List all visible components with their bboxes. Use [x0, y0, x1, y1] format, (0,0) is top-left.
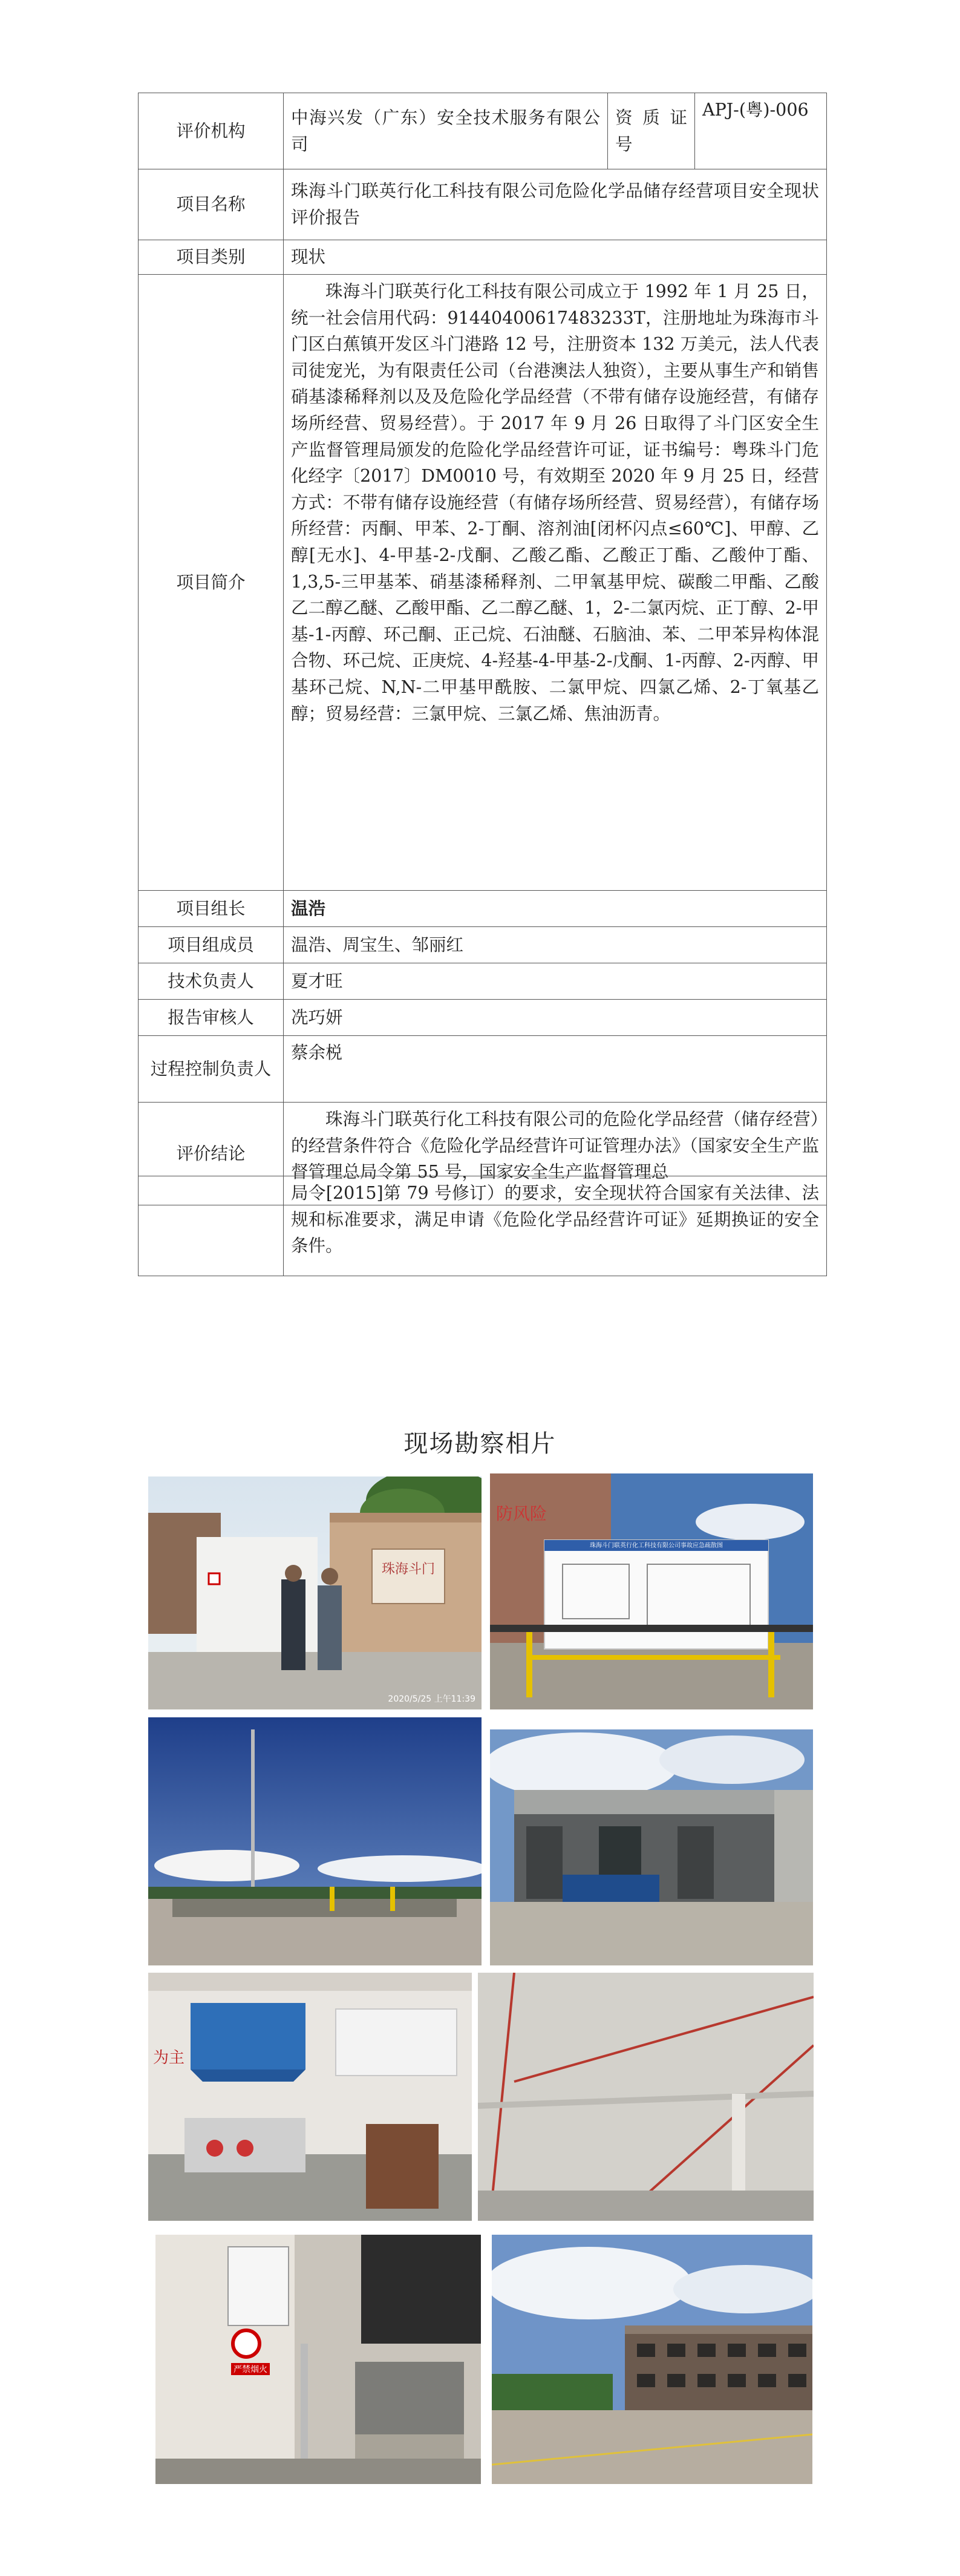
photo7-sign: 严禁烟火: [231, 2363, 270, 2375]
process-value: 蔡余棁: [284, 1036, 827, 1103]
table-row-reviewer: [139, 1000, 827, 1036]
site-photo-wall-signs: [155, 2235, 481, 2484]
leader-value: 温浩: [284, 891, 827, 927]
site-photo-ceiling-pipes: [478, 1973, 814, 2221]
org-label: 评价机构: [139, 93, 284, 169]
tank-area-photo-graphic: [148, 1717, 482, 1965]
summary-table: [138, 93, 827, 1205]
interior-photo-graphic: [148, 1973, 472, 2221]
site-photo-gate: [148, 1476, 482, 1709]
gate-sign-text: 珠海斗门: [381, 1562, 436, 1577]
tech-value: 夏才旺: [284, 963, 827, 1000]
table-row-members: [139, 927, 827, 963]
gate-photo-graphic: [148, 1476, 482, 1709]
office-photo-graphic: [492, 2235, 812, 2484]
site-photo-interior-hood: [148, 1973, 472, 2221]
wall-signs-photo-graphic: [155, 2235, 481, 2484]
site-photo-warehouse: [490, 1729, 813, 1965]
process-label: 过程控制负责人: [139, 1036, 284, 1103]
photos-section-title: 现场勘察相片: [403, 1430, 557, 1458]
conclusion-text-part1: 珠海斗门联英行化工科技有限公司的危险化学品经营（储存经营）的经营条件符合《危险化学品经营许可证管理办法》（国家安全生产监督管理总局令第 55 号，国家安全生产监督管理总: [284, 1103, 827, 1205]
org-value: 中海兴发（广东）安全技术服务有限公司: [284, 93, 608, 169]
table-row-conclusion-continued: [139, 1176, 827, 1276]
photo2-board-title: 珠海斗门联英行化工科技有限公司事故应急疏散图: [590, 1542, 723, 1549]
intro-label: 项目简介: [139, 275, 284, 891]
project-name-value: 珠海斗门联英行化工科技有限公司危险化学品储存经营项目安全现状评价报告: [284, 169, 827, 240]
warehouse-photo-graphic: [490, 1729, 813, 1965]
reviewer-value: 冼巧妍: [284, 1000, 827, 1036]
members-value: 温浩、周宝生、邹丽红: [284, 927, 827, 963]
category-value: 现状: [284, 240, 827, 275]
summary-table-continued: [138, 1176, 827, 1276]
table-row-project-name: [139, 169, 827, 240]
photo1-timestamp: 2020/5/25 上午11:39: [388, 1694, 475, 1704]
site-photo-office-building: [492, 2235, 812, 2484]
table-row-org: [139, 93, 827, 169]
photo5-wall-text: 为主: [153, 2049, 185, 2067]
site-photo-tank-area: [148, 1717, 482, 1965]
intro-text: 珠海斗门联英行化工科技有限公司成立于 1992 年 1 月 25 日，统一社会信用代码：91440400617483233T，注册地址为珠海市斗门区白蕉镇开发区斗门港路 12 号，注册资本 132 万美元，法人代表司徒宠光，为有限责任公司（台港澳法人独资），主要从事生产和销售硝基漆稀释剂以及及危险化学品经营（不带有储存设施经营，有储存场所经营、贸易经营）。于 2017 年 9 月 26 日取得了斗门区安全生产监督管理局颁发的危险化学品经营许可证，证书编号：粤珠斗门危化经字〔2017〕DM0010 号，有效期至 2020 年 9 月 25 日，经营方式：不带有储存设施经营（有储存场所经营、贸易经营），有储存场所经营：丙酮、甲苯、2-丁酮、溶剂油[闭杯闪点≤60℃]、甲醇、乙醇[无水]、4-甲基-2-戊酮、乙酸乙酯、乙酸正丁酯、乙酸仲丁酯、1,3,5-三甲基苯、硝基漆稀释剂、二甲氧基甲烷、碳酸二甲酯、乙酸乙二醇乙醚、乙酸甲酯、乙二醇乙醚、1，2-二氯丙烷、正丁醇、2-甲基-1-丙醇、环己酮、正己烷、石油醚、石脑油、苯、二甲苯异构体混合物、环己烷、正庚烷、4-羟基-4-甲基-2-戊酮、1-丙醇、2-丙醇、甲基环己烷、N,N-二甲基甲酰胺、二氯甲烷、四氯乙烯、2-丁氧基乙醇；贸易经营：三氯甲烷、三氯乙烯、焦油沥青。: [284, 275, 827, 891]
table-row-tech: [139, 963, 827, 1000]
ceiling-photo-graphic: [478, 1973, 814, 2221]
conclusion-label: 评价结论: [139, 1103, 284, 1205]
table-row-intro: [139, 275, 827, 891]
conclusion-text-part2: 局令[2015]第 79 号修订）的要求，安全现状符合国家有关法律、法规和标准要求，满足申请《危险化学品经营许可证》延期换证的安全条件。: [284, 1176, 827, 1276]
category-label: 项目类别: [139, 240, 284, 275]
site-photo-evacuation-board: [490, 1473, 813, 1709]
members-label: 项目组成员: [139, 927, 284, 963]
project-name-label: 项目名称: [139, 169, 284, 240]
tech-label: 技术负责人: [139, 963, 284, 1000]
photo2-wall-text: 防风险: [496, 1504, 547, 1524]
leader-label: 项目组长: [139, 891, 284, 927]
cert-value: APJ-(粤)-006: [695, 93, 827, 169]
reviewer-label: 报告审核人: [139, 1000, 284, 1036]
table-row-process: [139, 1036, 827, 1103]
table-row-leader: [139, 891, 827, 927]
table-row-category: [139, 240, 827, 275]
cert-label: 资 质 证 号: [608, 93, 695, 169]
conclusion-label-empty: [139, 1176, 284, 1276]
